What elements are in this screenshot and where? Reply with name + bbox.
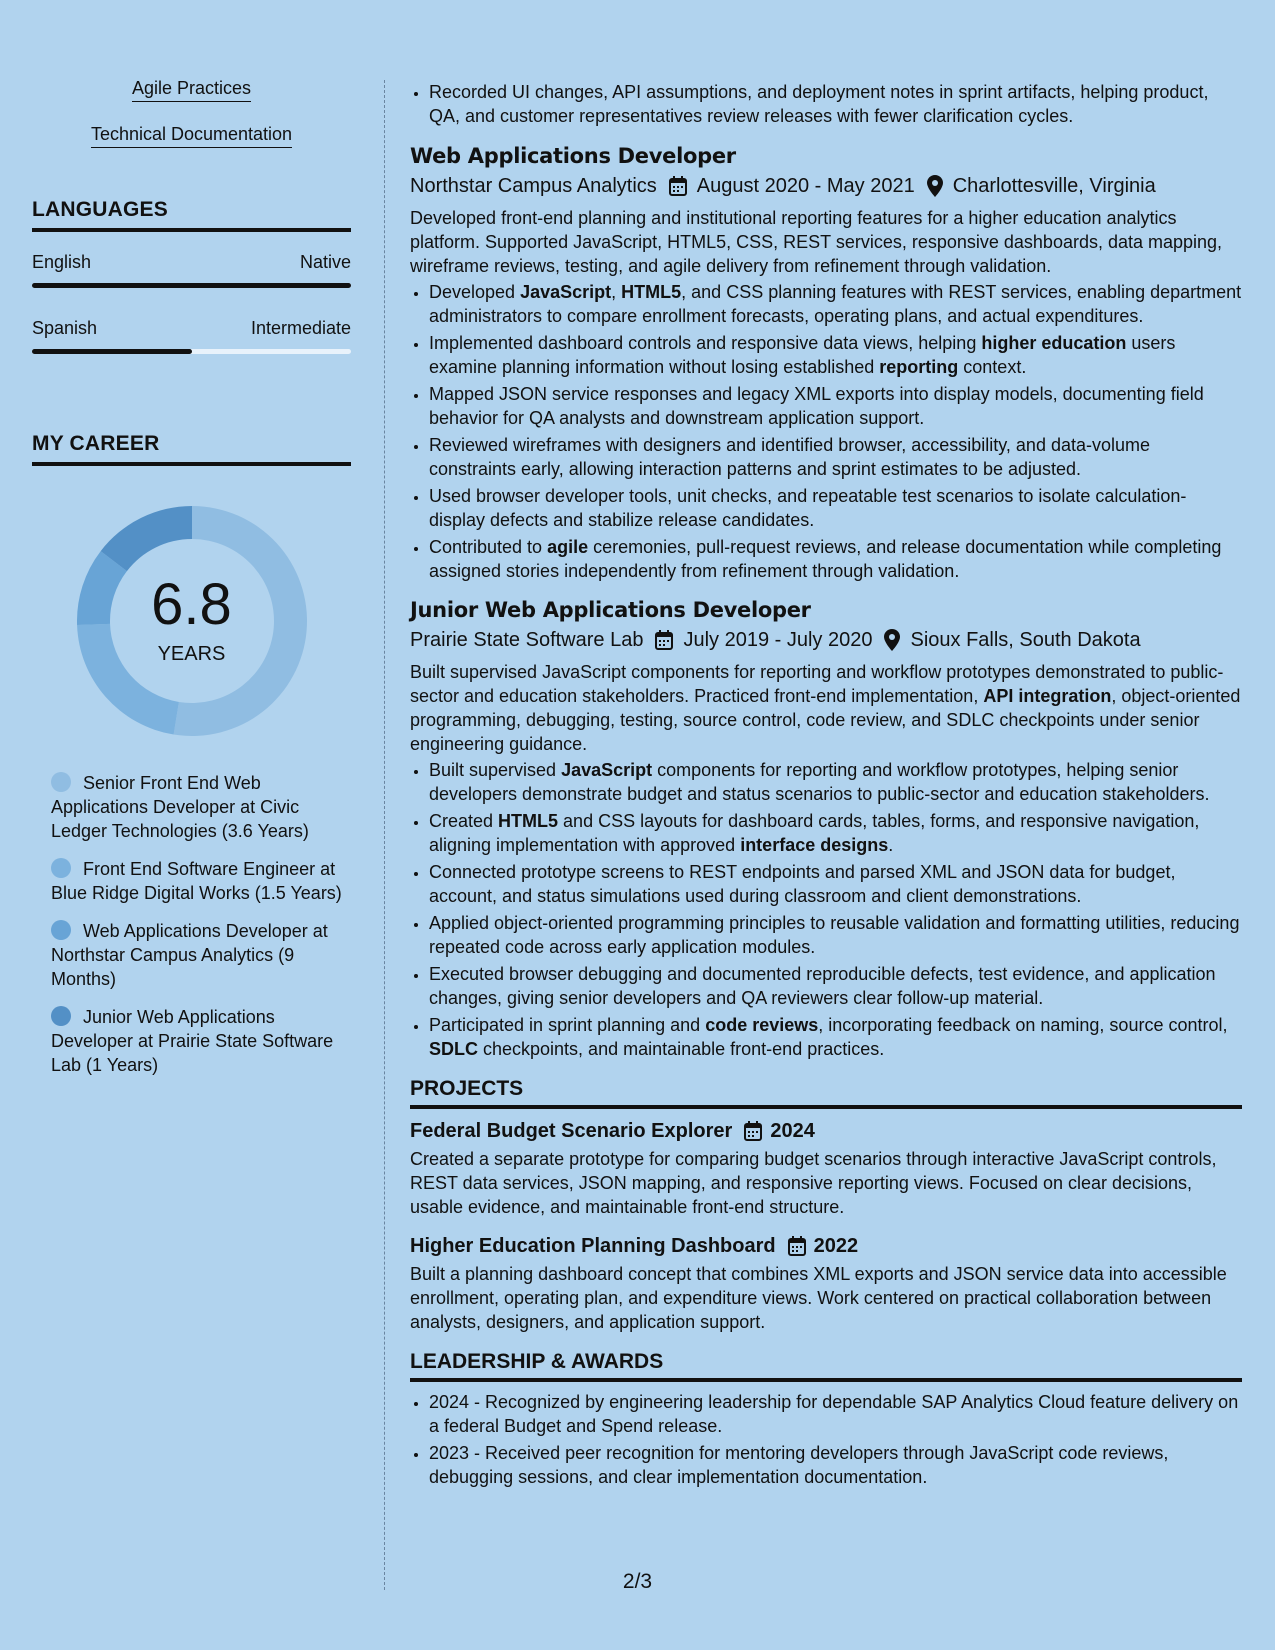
- calendar-icon: [655, 630, 673, 650]
- career-legend: [32, 771, 351, 1077]
- projects-heading: PROJECTS: [410, 1077, 1242, 1109]
- language-bar-fill: [32, 349, 192, 354]
- location-pin-icon: [884, 629, 900, 651]
- awards-heading: LEADERSHIP & AWARDS: [410, 1350, 1242, 1382]
- bullet-item: • Used browser developer tools, unit checks, and repeatable test scenarios to isolate calculation-display defects and stabilize release candidates.: [429, 484, 1242, 532]
- page-number: 2/3: [622, 1570, 653, 1593]
- language-bar: [32, 349, 351, 354]
- job-meta: [410, 172, 1242, 200]
- job-summary: Built supervised JavaScript components for reporting and workflow prototypes demonstrated to public-sector and education stakeholders. Practiced front-end implementation, API integration, object-oriented programming, debugging, testing, source control, code review, and SDLC checkpoints under senior engineering guidance.: [410, 662, 1241, 754]
- job-bullets: [410, 280, 1242, 583]
- career-legend-item: Junior Web Applications Developer at Prairie State Software Lab (1 Years): [51, 1007, 334, 1075]
- legend-dot: [51, 772, 71, 792]
- career-heading: MY CAREER: [32, 432, 351, 466]
- bullet-item: • Developed JavaScript, HTML5, and CSS planning features with REST services, enabling department administrators to compare enrollment forecasts, operating plans, and actual expenditures.: [429, 280, 1242, 328]
- project-entry: [410, 1232, 1242, 1334]
- calendar-icon: [788, 1236, 806, 1256]
- bullet-item: • Built supervised JavaScript components for reporting and workflow prototypes, helping senior developers demonstrate budget and status scenarios to public-sector and education stakeholders.: [429, 758, 1242, 806]
- language-spanish: [32, 318, 351, 354]
- language-level: Intermediate: [250, 318, 351, 338]
- job-location: Sioux Falls, South Dakota: [910, 629, 1141, 651]
- project-description: Built a planning dashboard concept that combines XML exports and JSON service data into accessible enrollment, operating plan, and expenditure views. Work centered on practical collaboration between analysts, designers, and application support.: [410, 1264, 1227, 1332]
- project-description: Created a separate prototype for comparing budget scenarios through interactive JavaScript controls, REST data services, JSON mapping, and responsive reporting views. Focused on clear decisions, usable evidence, and maintainable front-end structure.: [410, 1149, 1217, 1217]
- main-content: [410, 80, 1242, 1492]
- job-summary: Developed front-end planning and institutional reporting features for a higher education analytics platform. Supported JavaScript, HTML5, CSS, REST services, responsive dashboards, data mapping, wireframe reviews, testing, and agile delivery from refinement through validation.: [410, 208, 1223, 276]
- job-title: Web Applications Developer: [410, 144, 736, 168]
- languages-heading: LANGUAGES: [32, 198, 351, 232]
- language-name: English: [32, 252, 92, 272]
- company-name: Northstar Campus Analytics: [410, 175, 657, 197]
- project-title: Higher Education Planning Dashboard: [410, 1235, 776, 1257]
- job-meta: [410, 626, 1242, 654]
- job-location: Charlottesville, Virginia: [952, 175, 1156, 197]
- bullet-item: • Participated in sprint planning and code reviews, incorporating feedback on naming, source control, SDLC checkpoints, and maintainable front-end practices.: [429, 1013, 1242, 1061]
- previous-job-bullets: [410, 80, 1242, 128]
- bullet-item: • Recorded UI changes, API assumptions, and deployment notes in sprint artifacts, helping product, QA, and customer representatives review releases with fewer clarification cycles.: [429, 80, 1242, 128]
- legend-dot: [51, 1006, 71, 1026]
- job-entry: [410, 142, 1242, 583]
- column-divider: [384, 80, 385, 1590]
- legend-dot: [51, 858, 71, 878]
- project-year: 2024: [770, 1120, 815, 1142]
- career-donut-chart: [77, 506, 307, 736]
- bullet-item: • Executed browser debugging and documented reproducible defects, test evidence, and application changes, giving senior developers and QA reviewers clear follow-up material.: [429, 962, 1242, 1010]
- skill-agile-practices: Agile Practices: [132, 78, 251, 102]
- calendar-icon: [669, 176, 687, 196]
- job-dates: August 2020 - May 2021: [696, 175, 915, 197]
- career-legend-item: Web Applications Developer at Northstar Campus Analytics (9 Months): [51, 921, 328, 989]
- legend-dot: [51, 920, 71, 940]
- career-total-years: 6.8: [151, 572, 232, 637]
- language-level: Native: [299, 252, 351, 272]
- bullet-item: • Mapped JSON service responses and legacy XML exports into display models, documenting field behavior for QA analysts and downstream application support.: [429, 382, 1242, 430]
- language-bar-fill: [32, 283, 351, 288]
- language-bar: [32, 283, 351, 288]
- language-name: Spanish: [32, 318, 98, 338]
- career-legend-item: Senior Front End Web Applications Developer at Civic Ledger Technologies (3.6 Years): [51, 773, 309, 841]
- sidebar: [32, 78, 351, 1091]
- location-pin-icon: [927, 175, 943, 197]
- bullet-item: • Applied object-oriented programming principles to reusable validation and formatting utilities, reducing repeated code across early application modules.: [429, 911, 1242, 959]
- job-dates: July 2019 - July 2020: [683, 629, 873, 651]
- job-title: Junior Web Applications Developer: [410, 598, 811, 622]
- calendar-icon: [744, 1121, 762, 1141]
- awards-list: [410, 1390, 1242, 1489]
- bullet-item: • Contributed to agile ceremonies, pull-request reviews, and release documentation while completing assigned stories independently from refinement through validation.: [429, 535, 1242, 583]
- career-years-label: YEARS: [157, 643, 226, 665]
- award-item: • 2023 - Received peer recognition for mentoring developers through JavaScript code reviews, debugging sessions, and clear implementation documentation.: [429, 1441, 1242, 1489]
- project-entry: [410, 1117, 1242, 1219]
- skill-technical-documentation: Technical Documentation: [91, 124, 292, 148]
- bullet-item: • Created HTML5 and CSS layouts for dashboard cards, tables, forms, and responsive navigation, aligning implementation with approved interface designs.: [429, 809, 1242, 857]
- award-item: • 2024 - Recognized by engineering leadership for dependable SAP Analytics Cloud feature delivery on a federal Budget and Spend release.: [429, 1390, 1242, 1438]
- job-entry: [410, 596, 1242, 1061]
- job-bullets: [410, 758, 1242, 1061]
- bullet-item: • Connected prototype screens to REST endpoints and parsed XML and JSON data for budget, account, and status simulations used during classroom and client demonstrations.: [429, 860, 1242, 908]
- bullet-item: • Implemented dashboard controls and responsive data views, helping higher education users examine planning information without losing established reporting context.: [429, 331, 1242, 379]
- project-year: 2022: [813, 1235, 859, 1257]
- project-title: Federal Budget Scenario Explorer: [410, 1120, 733, 1142]
- language-english: [32, 252, 351, 288]
- bullet-item: • Reviewed wireframes with designers and identified browser, accessibility, and data-volume constraints early, allowing interaction patterns and sprint estimates to be adjusted.: [429, 433, 1242, 481]
- company-name: Prairie State Software Lab: [410, 629, 644, 651]
- career-legend-item: Front End Software Engineer at Blue Ridge Digital Works (1.5 Years): [51, 859, 342, 903]
